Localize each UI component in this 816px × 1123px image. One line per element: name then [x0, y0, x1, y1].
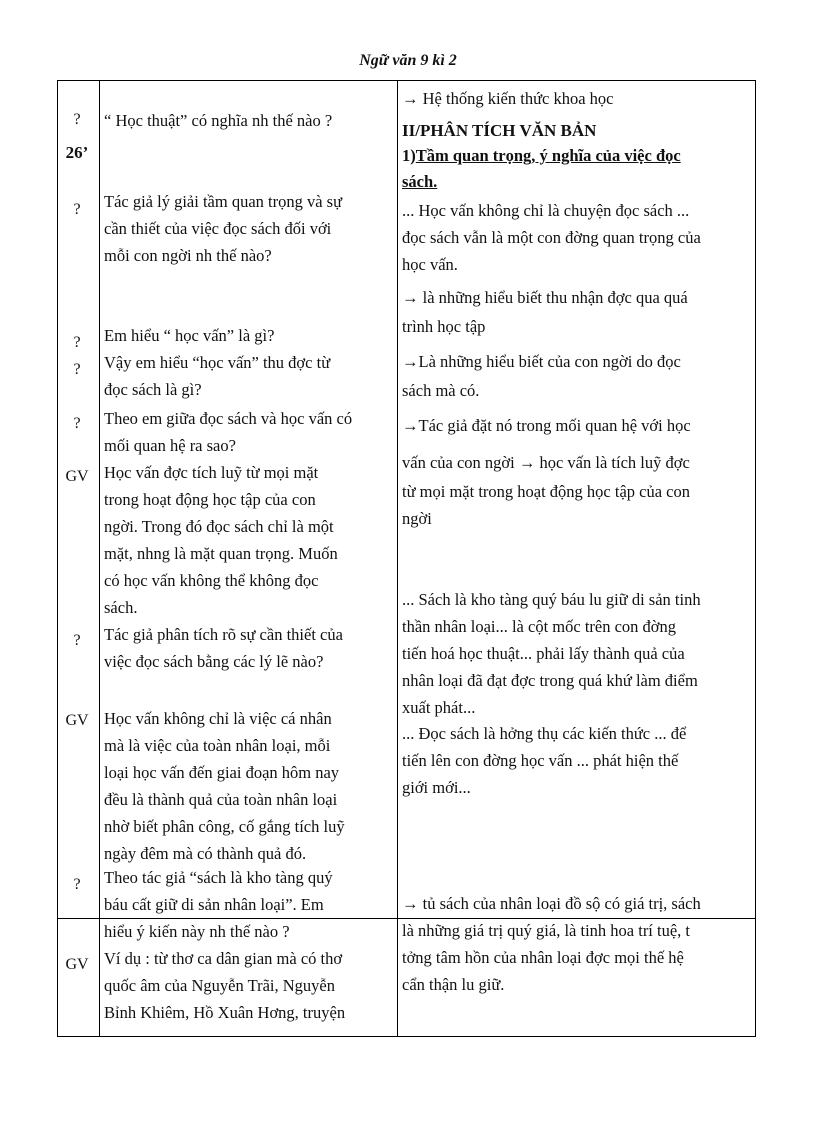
answer-text-line: trình học tập	[402, 317, 486, 336]
question-text-line: mối quan hệ ra sao?	[104, 436, 236, 455]
answer-text-line: nhân loại đã đạt đợc trong quá khứ làm điểm	[402, 671, 698, 690]
question-text-line: Vậy em hiểu “học vấn” thu đợc từ	[104, 353, 331, 372]
answer-text-line: ngời	[402, 509, 432, 528]
answer-text-line: thần nhân loại... là cột mốc trên con đờng	[402, 617, 677, 636]
question-text-line: Học vấn đợc tích luỹ từ mọi mặt	[104, 463, 319, 482]
question-text-line: Theo tác giả “sách là kho tàng quý	[104, 868, 333, 887]
row-marker: ?	[73, 361, 81, 378]
section-heading: II/PHÂN TÍCH VĂN BẢN	[402, 121, 597, 140]
question-text-line: sách.	[104, 598, 138, 617]
question-text-line: nhờ biết phân công, cố gắng tích luỹ	[104, 817, 345, 836]
answer-text-line: ... Sách là kho tàng quý báu lu giữ di sản tinh	[402, 590, 701, 609]
question-text-line: Tác giả lý giải tầm quan trọng và sự	[104, 192, 343, 211]
answer-text-line: vấn của con ngời → học vấn là tích luỹ đợc	[402, 453, 690, 472]
column-divider	[397, 81, 398, 1036]
row-marker: ?	[73, 876, 81, 893]
row-divider	[58, 918, 755, 919]
subsection-heading: 1)Tầm quan trọng, ý nghĩa của việc đọc	[402, 146, 681, 165]
column-divider	[99, 81, 100, 1036]
question-text-line: mỗi con ngời nh thế nào?	[104, 246, 272, 265]
answer-text-line: → Hệ thống kiến thức khoa học	[402, 89, 614, 108]
answer-text-line: xuất phát...	[402, 698, 476, 717]
question-text-line: “ Học thuật” có nghĩa nh thế nào ?	[104, 111, 333, 130]
subsection-heading: sách.	[402, 172, 438, 191]
answer-text-line: tởng tâm hồn của nhân loại đợc mọi thế hệ	[402, 948, 684, 967]
question-text-line: ngày đêm mà có thành quả đó.	[104, 844, 307, 863]
row-marker: ?	[73, 334, 81, 351]
answer-text-line: sách mà có.	[402, 381, 480, 400]
question-text-line: Theo em giữa đọc sách và học vấn có	[104, 409, 353, 428]
answer-text-line: tiến hoá học thuật... phải lấy thành quả của	[402, 644, 685, 663]
question-text-line: đều là thành quả của toàn nhân loại	[104, 790, 338, 809]
question-text-line: hiểu ý kiến này nh thế nào ?	[104, 922, 290, 941]
question-text-line: loại học vấn đến giai đoạn hôm nay	[104, 763, 340, 782]
row-marker: GV	[65, 712, 89, 729]
question-text-line: Em hiểu “ học vấn” là gì?	[104, 326, 275, 345]
row-marker: 26’	[65, 143, 89, 162]
answer-text-line: đọc sách vẫn là một con đờng quan trọng của	[402, 228, 701, 247]
question-text-line: mà là việc của toàn nhân loại, mỗi	[104, 736, 331, 755]
answer-text-line: ... Đọc sách là hởng thụ các kiến thức ... để	[402, 724, 687, 743]
row-marker: ?	[73, 201, 81, 218]
answer-text-line: cẩn thận lu giữ.	[402, 975, 505, 994]
question-text-line: Học vấn không chỉ là việc cá nhân	[104, 709, 332, 728]
answer-text-line: tiến lên con đờng học vấn ... phát hiện thế	[402, 751, 679, 770]
question-text-line: cần thiết của việc đọc sách đối với	[104, 219, 332, 238]
row-marker: ?	[73, 632, 81, 649]
question-text-line: báu cất giữ di sản nhân loại”. Em	[104, 895, 324, 914]
question-text-line: có học vấn không thể không đọc	[104, 571, 319, 590]
row-marker: GV	[65, 956, 89, 973]
question-text-line: Ví dụ : từ thơ ca dân gian mà có thơ	[104, 949, 343, 968]
question-text-line: đọc sách là gì?	[104, 380, 202, 399]
answer-text-line: →Tác giả đặt nó trong mối quan hệ với học	[402, 416, 691, 435]
row-marker: GV	[65, 468, 89, 485]
answer-text-line: giới mới...	[402, 778, 471, 797]
answer-text-line: → tủ sách của nhân loại đồ sộ có giá trị, sách	[402, 894, 701, 913]
row-marker: ?	[73, 111, 81, 128]
answer-text-line: → là những hiểu biết thu nhận đợc qua quá	[402, 288, 688, 307]
answer-text-line: →Là những hiểu biết của con ngời do đọc	[402, 352, 681, 371]
question-text-line: Tác giả phân tích rõ sự cần thiết của	[104, 625, 343, 644]
answer-text-line: học vấn.	[402, 255, 458, 274]
page-header: Ngữ văn 9 kì 2	[359, 52, 457, 69]
row-marker: ?	[73, 415, 81, 432]
answer-text-line: ... Học vấn không chỉ là chuyện đọc sách ...	[402, 201, 690, 220]
answer-text-line: là những giá trị quý giá, là tinh hoa trí tuệ, t	[402, 921, 691, 940]
answer-text-line: từ mọi mặt trong hoạt động học tập của con	[402, 482, 691, 501]
question-text-line: Bỉnh Khiêm, Hồ Xuân Hơng, truyện	[104, 1003, 346, 1022]
question-text-line: ngời. Trong đó đọc sách chỉ là một	[104, 517, 334, 536]
question-text-line: việc đọc sách bằng các lý lẽ nào?	[104, 652, 324, 671]
question-text-line: mặt, nhng là mặt quan trọng. Muốn	[104, 544, 338, 563]
question-text-line: trong hoạt động học tập của con	[104, 490, 316, 509]
question-text-line: quốc âm của Nguyễn Trãi, Nguyễn	[104, 976, 335, 995]
